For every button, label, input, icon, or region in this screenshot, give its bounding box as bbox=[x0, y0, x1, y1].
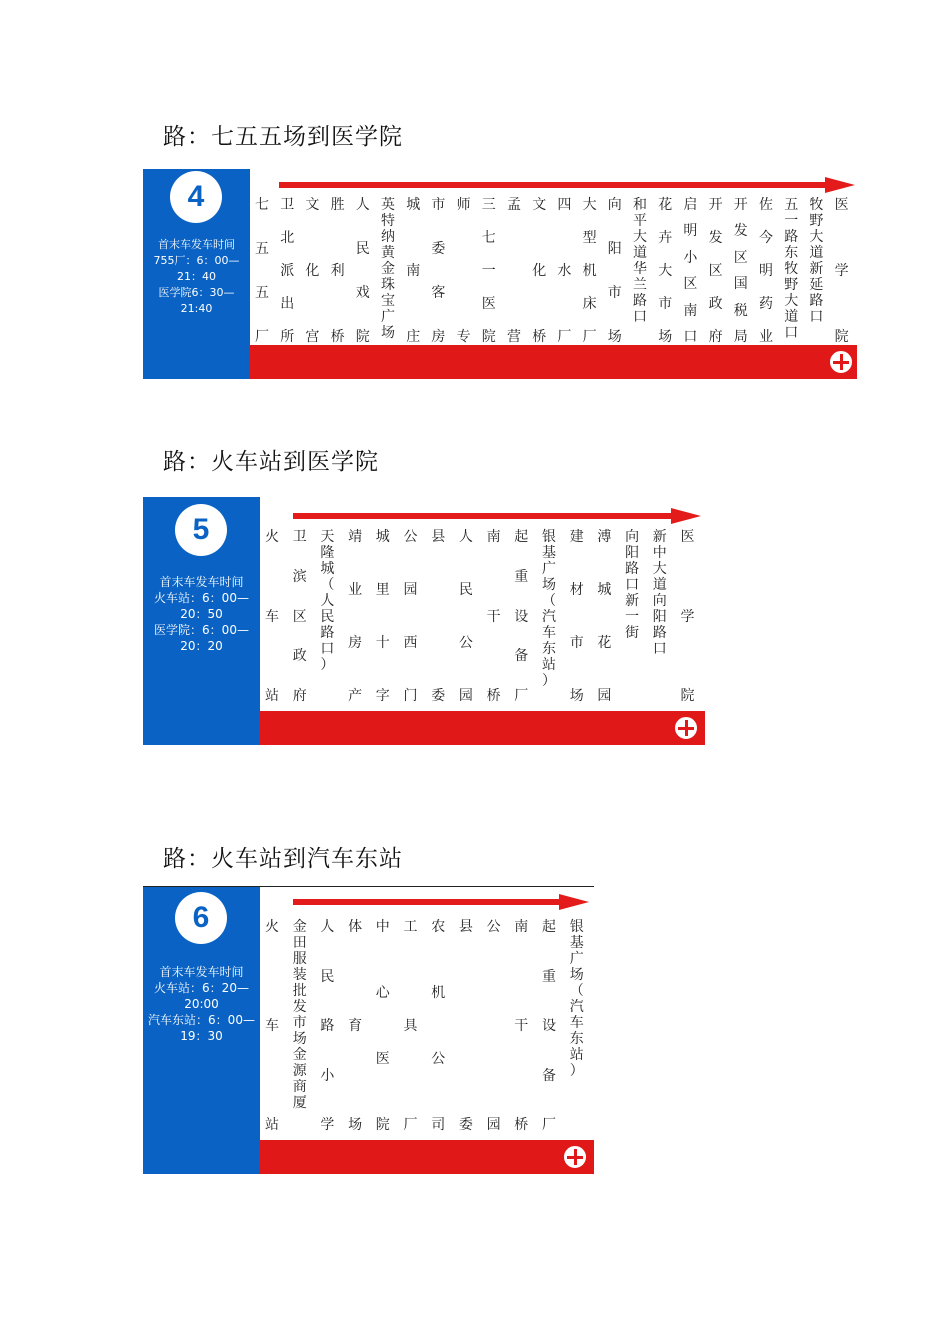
stop-name: 孟 营 bbox=[507, 197, 521, 345]
stop-name: 英 特 纳 黄 金 珠 宝 广 场 bbox=[381, 197, 395, 341]
route-info-panel bbox=[143, 887, 260, 1174]
stop-name: 医 学 院 bbox=[834, 197, 849, 345]
route-heading: 路：火车站到汽车东站 bbox=[163, 846, 403, 872]
stop-name: 公 园 bbox=[486, 919, 501, 1133]
stop-name: 工 具 厂 bbox=[403, 919, 418, 1133]
time-line: 火车站：6：20— bbox=[154, 981, 249, 995]
direction-arrow bbox=[293, 513, 673, 519]
time-line: 21:40 bbox=[180, 302, 213, 315]
stop-name: 银 基 广 场 （ 汽 车 东 站 ） bbox=[542, 529, 556, 689]
stop-name: 靖 业 房 产 bbox=[348, 529, 363, 704]
stop-name: 溥 城 花 园 bbox=[597, 529, 612, 704]
route-heading: 路：火车站到医学院 bbox=[163, 449, 379, 475]
route-color-bar bbox=[260, 1140, 594, 1174]
stop-name: 开 发 区 国 税 局 bbox=[733, 197, 748, 345]
time-line: 19：30 bbox=[180, 1029, 223, 1043]
time-line: 20：20 bbox=[180, 639, 223, 653]
time-line: 20:00 bbox=[184, 997, 219, 1011]
stop-name: 中 心 医 院 bbox=[375, 919, 390, 1133]
stop-name: 体 育 场 bbox=[348, 919, 363, 1133]
route-heading: 路：七五五场到医学院 bbox=[163, 124, 403, 150]
stop-name: 佐 今 明 药 业 bbox=[759, 197, 773, 345]
route-number-badge: 5 bbox=[175, 504, 227, 556]
bus-company-logo-icon bbox=[562, 1144, 588, 1170]
stop-name: 向 阳 市 场 bbox=[607, 197, 622, 345]
direction-arrow bbox=[293, 899, 561, 905]
time-line: 755厂：6：00— bbox=[153, 254, 240, 267]
stop-name: 天 隆 城 （ 人 民 路 口 ） bbox=[320, 529, 335, 673]
stop-name: 牧 野 大 道 新 延 路 口 bbox=[809, 197, 824, 325]
route-map-5 bbox=[143, 497, 705, 745]
times-title: 首末车发车时间 bbox=[158, 238, 235, 251]
stop-name: 四 水 厂 bbox=[557, 197, 572, 345]
time-line: 医学院：6：00— bbox=[154, 623, 249, 637]
time-line: 医学院6：30— bbox=[158, 286, 235, 299]
stop-name: 起 重 设 备 厂 bbox=[542, 919, 556, 1133]
departure-times bbox=[143, 574, 260, 654]
route-number-badge: 4 bbox=[170, 171, 222, 223]
route-color-bar bbox=[260, 711, 705, 745]
stop-name: 开 发 区 政 府 bbox=[708, 197, 723, 345]
stop-name: 城 里 十 字 bbox=[375, 529, 390, 704]
time-line: 20：50 bbox=[180, 607, 223, 621]
stop-name: 七 五 五 厂 bbox=[255, 197, 269, 345]
route-map-6 bbox=[143, 887, 594, 1174]
times-title: 首末车发车时间 bbox=[159, 575, 244, 589]
stop-name: 县 委 bbox=[431, 529, 446, 704]
route-info-panel bbox=[143, 497, 260, 745]
stop-name: 卫 北 派 出 所 bbox=[280, 197, 295, 345]
stop-name: 五 一 路 东 牧 野 大 道 口 bbox=[784, 197, 799, 341]
route-map-4 bbox=[143, 169, 857, 379]
departure-times bbox=[143, 237, 250, 317]
stop-name: 师 专 bbox=[456, 197, 471, 345]
stop-name: 火 车 站 bbox=[265, 529, 279, 704]
times-title: 首末车发车时间 bbox=[159, 965, 244, 979]
stop-name: 市 委 客 房 bbox=[431, 197, 446, 345]
stop-name: 起 重 设 备 厂 bbox=[514, 529, 529, 704]
stop-name: 胜 利 桥 bbox=[330, 197, 345, 345]
stop-name: 文 化 桥 bbox=[532, 197, 547, 345]
stop-name: 建 材 市 场 bbox=[569, 529, 584, 704]
stop-name: 三 七 一 医 院 bbox=[481, 197, 496, 345]
stop-name: 向 阳 路 口 新 一 街 bbox=[625, 529, 640, 641]
stop-name: 火 车 站 bbox=[265, 919, 279, 1133]
stop-name: 城 南 庄 bbox=[406, 197, 421, 345]
route-color-bar bbox=[250, 345, 857, 379]
route-number-badge: 6 bbox=[175, 892, 227, 944]
time-line: 火车站：6：00— bbox=[154, 591, 249, 605]
stop-name: 公 园 西 门 bbox=[403, 529, 418, 704]
bus-company-logo-icon bbox=[828, 349, 854, 375]
stop-name: 卫 滨 区 政 府 bbox=[292, 529, 307, 704]
stop-name: 大 型 机 床 厂 bbox=[582, 197, 597, 345]
time-line: 21：40 bbox=[177, 270, 216, 283]
stop-name: 南 干 桥 bbox=[486, 529, 501, 704]
stop-name: 南 干 桥 bbox=[514, 919, 529, 1133]
direction-arrow bbox=[279, 182, 827, 188]
stop-name: 人 民 戏 院 bbox=[355, 197, 370, 345]
stop-name: 银 基 广 场 （ 汽 车 东 站 ） bbox=[569, 919, 584, 1079]
stop-name: 启 明 小 区 南 口 bbox=[683, 197, 698, 345]
stop-name: 农 机 公 司 bbox=[431, 919, 446, 1133]
stop-name: 金 田 服 装 批 发 市 场 金 源 商 厦 bbox=[292, 919, 307, 1111]
stop-name: 文 化 宫 bbox=[305, 197, 320, 345]
stop-name: 县 委 bbox=[458, 919, 473, 1133]
bus-company-logo-icon bbox=[673, 715, 699, 741]
stop-name: 人 民 路 小 学 bbox=[320, 919, 335, 1133]
stop-name: 和 平 大 道 华 兰 路 口 bbox=[633, 197, 647, 325]
stop-name: 新 中 大 道 向 阳 路 口 bbox=[652, 529, 667, 657]
stop-name: 医 学 院 bbox=[680, 529, 695, 704]
departure-times bbox=[143, 964, 260, 1044]
stop-name: 人 民 公 园 bbox=[458, 529, 473, 704]
stop-name: 花 卉 大 市 场 bbox=[658, 197, 673, 345]
route-info-panel bbox=[143, 169, 250, 379]
time-line: 汽车东站：6：00— bbox=[148, 1013, 255, 1027]
